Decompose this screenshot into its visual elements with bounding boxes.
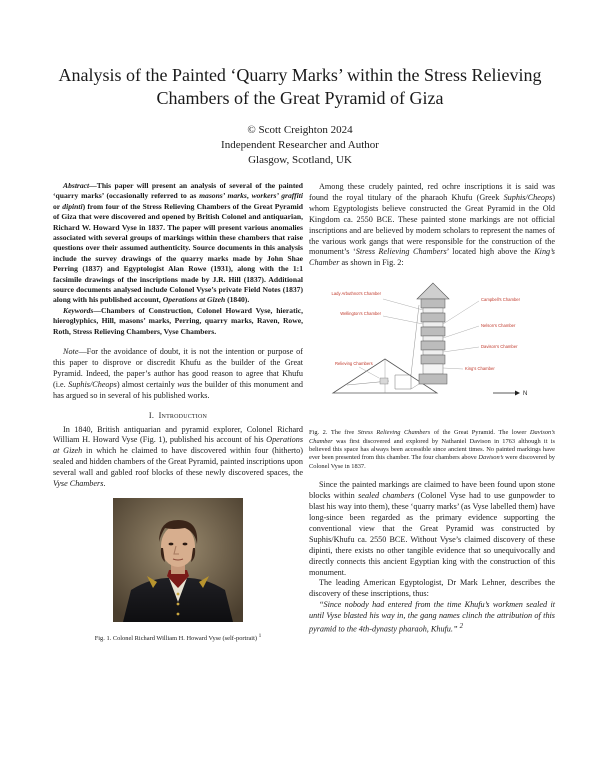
abstract-em-3: dipinti: [62, 201, 83, 211]
figure-1-caption: [53, 632, 303, 644]
portrait-button-3: [177, 613, 180, 616]
keywords-text: —Chambers of Construction, Colonel Howard Vyse, hieratic, hieroglyphics, Hill, masons’ marks, Perring, quarry marks, Raven, Rowe, Roth, Stress Relieving Chambers, Vyse Chambers.: [53, 305, 303, 336]
abstract-text-2: ,: [246, 191, 252, 201]
left-column: [53, 181, 303, 644]
fig2-cap-em-2: Davison’s Chamber: [309, 429, 556, 445]
leader-wellington: [383, 316, 423, 324]
relieving-chambers-diagram: [329, 275, 535, 423]
note-text-3: the builder of this monument and has argued so in several of his published works.: [53, 379, 304, 400]
fig2-cap-em-1: Stress Relieving Chambers: [357, 429, 431, 437]
chamber-block-4: [421, 313, 445, 322]
intro-text-2: in which he claimed to have discovered within four (hitherto) sealed and hidden chambers of the Great Pyramid, painted inscriptions upon several wall and gabled roof blocks of these newly discovered spaces, the: [53, 446, 303, 478]
abstract-em-1: masons’ marks: [199, 191, 247, 201]
note-label: Note: [63, 347, 79, 357]
fig2-cap-text-2: of the Great Pyramid. The lower: [430, 429, 530, 437]
leader-campbell: [443, 301, 479, 324]
label-wellington: Wellington’s Chamber: [340, 311, 381, 317]
chamber-block-3: [421, 327, 445, 336]
right-p2-text-a: Since the painted markings are claimed to have been found upon stone blocks within: [309, 480, 555, 501]
intro-paragraph: [53, 425, 303, 490]
portrait-eye-right: [183, 543, 188, 546]
note-em-2: was: [177, 379, 190, 389]
note-text-2: ) almost certainly: [116, 379, 178, 389]
abstract-label: Abstract: [63, 181, 90, 190]
right-p1-text-c: ’ located high above the: [446, 247, 535, 257]
intro-em-2: Vyse Chambers: [53, 479, 104, 489]
label-nelson: Nelson’s Chamber: [481, 323, 516, 329]
abstract-dash: —: [89, 181, 97, 190]
gable-roof: [417, 283, 449, 299]
section-heading-introduction: [53, 411, 303, 422]
fig2-cap-text-1: Fig. 2. The five: [309, 429, 358, 437]
abstract-em-4: Operations at Gizeh: [162, 295, 226, 305]
north-arrow-icon: [515, 391, 520, 396]
chamber-block-1: [421, 355, 445, 364]
portrait-face: [161, 525, 195, 567]
chamber-space-4: [423, 322, 443, 327]
figure-1-caption-text: Fig. 1. Colonel Richard William H. Howard Vyse (self-portrait): [94, 635, 257, 643]
affiliation-line: Independent Researcher and Author: [221, 139, 379, 151]
figure-2: [309, 275, 555, 423]
abstract: [53, 181, 303, 306]
right-p1-text-b: ) whom Egyptologists believe constructed the Great Pyramid in the Old Kingdom ca. 2550 BCE. These painted stone markings are not official inscriptions and are believed by modern scholars to represent the names of the various work gangs that were responsible for the construction of the monument’s ‘: [309, 192, 555, 257]
portrait-button-1: [177, 593, 180, 596]
section-numeral: I.: [148, 410, 155, 420]
fig2-cap-em-3: Davison’s: [478, 454, 504, 462]
intro-text-1: In 1840, British antiquarian and pyramid explorer, Colonel Richard William H. Howard Vyse (Fig. 1), published his account of his: [53, 424, 303, 445]
base-block: [419, 374, 447, 384]
figure-1-footnote-ref: 1: [258, 632, 262, 639]
intro-text-3: .: [103, 479, 106, 489]
right-p2-em-1: sealed chambers: [358, 491, 415, 501]
right-column: [309, 182, 555, 636]
right-p1-text-d: as shown in Fig. 2:: [339, 258, 404, 268]
right-paragraph-1: [309, 182, 555, 269]
label-lady-arbuthnot: Lady Arbuthnot’s Chamber: [331, 291, 381, 297]
keywords-label: Keywords: [63, 305, 94, 315]
figure-1: [53, 498, 303, 622]
vyse-portrait-image: [113, 498, 243, 622]
right-p1-em-2: Stress Relieving Chambers: [355, 247, 447, 257]
fig2-cap-text-3: was first discovered and explored by Nathaniel Davison in 1763 although it is believed this space has always been accessible since ancient times. No painted markings have ever been presented from this chamber. The four chambers above: [309, 437, 555, 462]
chamber-space-5: [423, 308, 443, 313]
chamber-block-5: [421, 299, 445, 308]
chamber-space-2: [423, 350, 443, 355]
right-p1-em-3: King’s Chamber: [309, 247, 555, 268]
leader-kings: [443, 368, 463, 369]
note-text-1: —For the avoidance of doubt, it is not the intention or purpose of this paper to disprove or discredit Khufu as the builder of the Great Pyramid. Indeed, the paper’s author has good reason to agree that Khufu (i.e.: [53, 347, 303, 389]
portrait-eye-left: [169, 543, 174, 546]
quote-footnote-ref: 2: [459, 623, 463, 631]
kings-chamber-space: [423, 364, 443, 374]
leader-nelson: [443, 326, 479, 338]
copyright-line: © Scott Creighton 2024: [247, 124, 353, 136]
note-em-1: Suphis/Cheops: [68, 379, 117, 389]
right-p1-text-a: Among these crudely painted, red ochre inscriptions it is said was found the royal titulary of the pharaoh Khufu (Greek: [309, 182, 555, 202]
paper-title: Analysis of the Painted ‘Quarry Marks’ within the Stress Relieving Chambers of the Great Pyramid of Giza: [58, 65, 542, 108]
right-paragraph-2: [309, 480, 555, 578]
label-kings: King’s Chamber: [465, 366, 495, 372]
label-campbell: Campbell’s Chamber: [481, 297, 521, 303]
note-paragraph: [53, 347, 303, 402]
abstract-text-5: (1840).: [225, 295, 250, 305]
label-relieving: Relieving Chambers: [335, 361, 373, 367]
right-paragraph-3: The leading American Egyptologist, Dr Mark Lehner, describes the discovery of these inscriptions, thus:: [309, 578, 555, 599]
abstract-text-3: or: [53, 201, 63, 211]
chamber-space-3: [423, 336, 443, 341]
lehner-quote-text: “Since nobody had entered from the time Khufu’s workmen sealed it until Vyse blasted his way in, the gang names clinch the attribution of this pyramid to the 4th-dynasty pharaoh, Khufu.”: [309, 600, 555, 634]
chamber-block-2: [421, 341, 445, 350]
leader-davison: [443, 347, 479, 352]
intro-em-1: Operations at Gizeh: [53, 435, 303, 456]
fig2-cap-text-4: were discovered by Colonel Vyse in 1837.: [309, 454, 555, 470]
abstract-text-1: This paper will present an analysis of several of the painted ‘quarry marks’ (occasionally referred to as: [53, 181, 303, 201]
label-davison: Davison’s Chamber: [481, 344, 518, 350]
location-line: Glasgow, Scotland, UK: [248, 154, 352, 166]
lehner-quote: [309, 600, 555, 635]
right-p2-text-b: (Colonel Vyse had to use gunpowder to blast his way into them), these ‘quarry marks’ (as Vyse labelled them) have long-since been regarded as the primary evidence supporting the conventional view that the Great Pyramid was constructed by Suphis/Khufu ca. 2550 BCE. Without Vyse’s claimed discovery of these dipinti, there exists no other tangible evidence that so unequivocally and directly connects this ancient Egyptian king with the construction of this monument.: [309, 491, 555, 577]
section-heading-text: Introduction: [158, 410, 208, 420]
keywords: [53, 306, 303, 337]
pyramid-inset-chamber-marker: [380, 378, 388, 384]
abstract-em-2: workers’ graffiti: [251, 191, 303, 201]
author-block: [100, 123, 500, 168]
north-label: N: [523, 391, 528, 398]
portrait-button-2: [177, 603, 180, 606]
zoom-line-top: [411, 305, 419, 375]
right-p1-em-1: Suphis/Cheops: [503, 192, 553, 202]
abstract-text-4: ) from four of the Stress Relieving Chambers of the Great Pyramid of Giza that were discovered and opened by British Colonel and antiquarian, Richard W. Howard Vyse in 1837. The paper will present various anomalies associated with several groups of markings within these chambers that raise questions over their assumed authenticity. Source documents in this analysis include the survey drawings of the quarry marks made by John Shae Perring (1837) and Egyptologist Alan Rowe (1931), along with the 1:1 facsimile drawings of the inscriptions made by J.R. Hill (1837). Additional source documents analysed include Colonel Vyse’s private Field Notes (1837) along with his published account,: [53, 201, 303, 305]
leader-lady-arbuthnot: [383, 299, 423, 310]
figure-2-caption: [309, 429, 555, 471]
